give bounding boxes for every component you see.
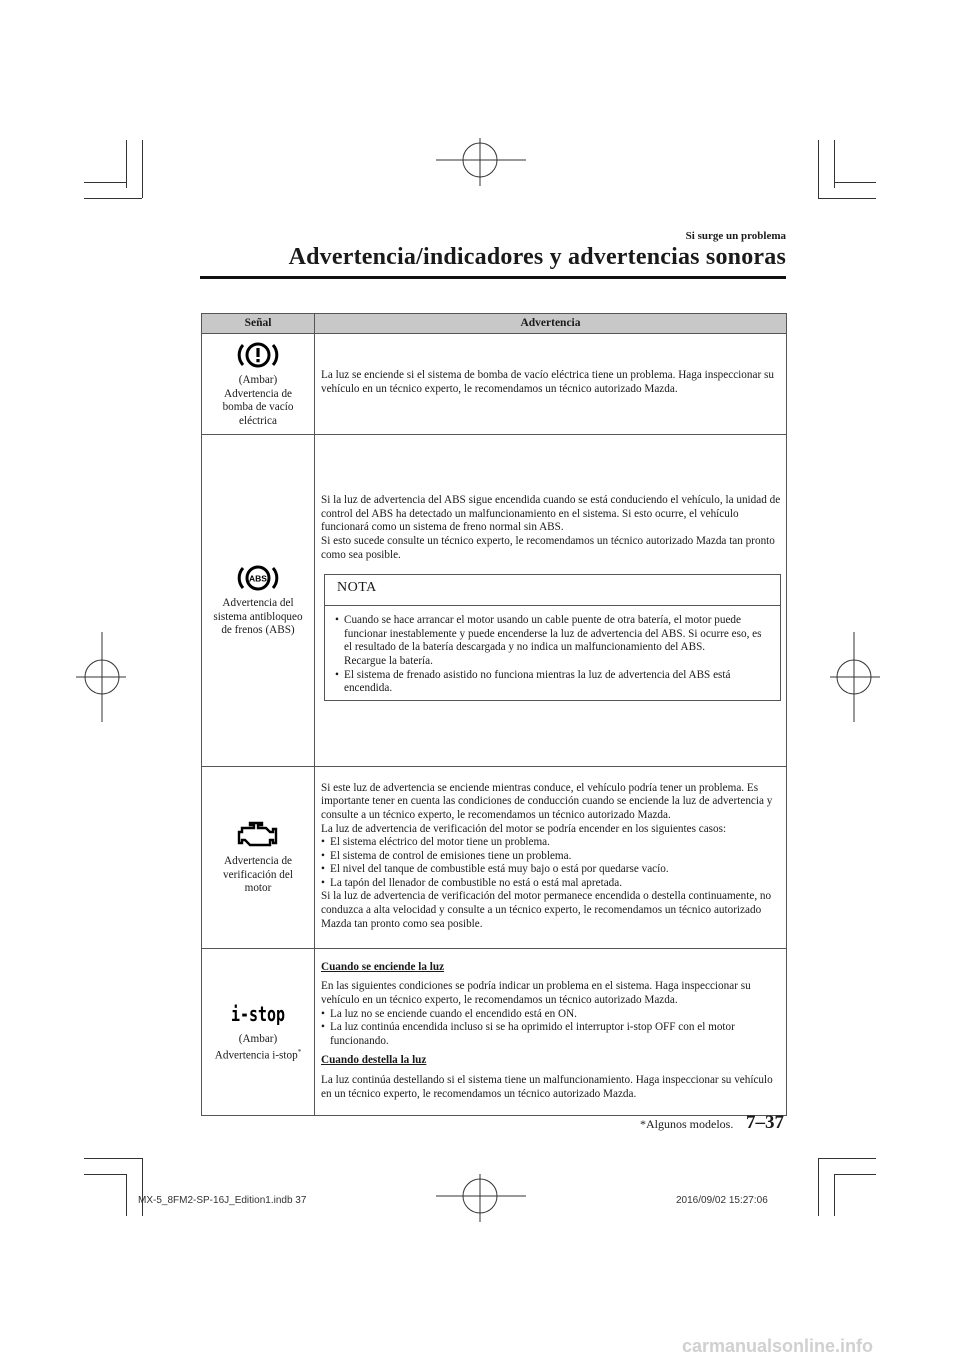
warning-text: La luz continúa destellando si el sistema tiene un malfuncionamiento. Haga inspeccionar su vehículo en un técnico experto, le recomendamos un técnico autorizado Mazda. (321, 1073, 773, 1100)
warning-text: La luz de advertencia de verificación del motor se podría encender en los siguientes casos: (321, 822, 727, 835)
warning-list (321, 1008, 781, 1049)
registration-mark-bottom (436, 1172, 526, 1222)
list-item: • La luz continúa encendida incluso si se ha oprimido el interruptor i-stop OFF con el motor funcionando. (321, 1021, 781, 1048)
signal-cell (202, 767, 315, 949)
warning-cell (315, 767, 787, 949)
signal-label: motor (244, 882, 272, 895)
registration-mark-right (830, 632, 880, 722)
warning-table (201, 313, 787, 1116)
signal-label: de frenos (ABS) (221, 624, 295, 637)
signal-label: (Ambar) (238, 374, 278, 386)
list-item: • La luz no se enciende cuando el encendido está en ON. (321, 1008, 781, 1022)
warning-text: La luz se enciende si el sistema de bomba de vacío eléctrica tiene un problema. Haga inspeccionar su vehículo en un técnico experto, le recomendamos un técnico autorizado Mazda. (321, 369, 774, 395)
nota-title: NOTA (325, 575, 780, 606)
nota-body (325, 606, 780, 700)
watermark: carmanualsonline.info (682, 1336, 874, 1356)
signal-label (204, 1046, 312, 1063)
list-item (335, 669, 772, 696)
column-header-signal: Señal (202, 314, 315, 334)
models-asterisk: * (297, 1048, 302, 1057)
table-row (202, 435, 787, 767)
footnote: *Algunos modelos. (640, 1117, 734, 1131)
warning-cell (315, 435, 787, 767)
print-timestamp: 2016/09/02 15:27:06 (676, 1195, 768, 1206)
warning-cell (315, 334, 787, 435)
nota-sub-text: Recargue la batería. (344, 654, 433, 667)
signal-label: Advertencia de (223, 387, 293, 400)
signal-label: Advertencia del (222, 597, 294, 610)
i-stop-icon-text: i-stop (231, 1001, 285, 1026)
signal-label: verificación del (223, 868, 293, 881)
signal-label-text: Advertencia i-stop (214, 1049, 298, 1062)
nota-bullet-text: Cuando se hace arrancar el motor usando un cable puente de otra batería, el motor puede funcionar inestablemente y puede encenderse la luz de advertencia del ABS. Si ocurre eso, es el resultado de la batería descargada y no indica un malfuncionamiento del ABS. (344, 614, 762, 654)
column-header-warning: Advertencia (315, 314, 787, 334)
warning-text: Si la luz de advertencia del ABS sigue encendida cuando se está conduciendo el vehículo, la unidad de control del ABS ha detectado un malfuncionamiento en el sistema. Si esto ocurre, el vehículo funcionará como un sistema de freno normal sin ABS. (321, 494, 781, 534)
registration-mark-left (76, 632, 126, 722)
signal-label: bomba de vacío (222, 401, 294, 413)
i-stop-icon (228, 1001, 288, 1029)
registration-mark-top (436, 138, 526, 188)
table-row (202, 334, 787, 435)
signal-cell (202, 334, 315, 435)
check-engine-icon (236, 819, 280, 851)
signal-label: eléctrica (239, 414, 277, 427)
page-title: Advertencia/indicadores y advertencias sonoras (288, 244, 786, 270)
file-name: MX-5_8FM2-SP-16J_Edition1.indb 37 (138, 1195, 307, 1206)
warning-text: En las siguientes condiciones se podría indicar un problema en el sistema. Haga inspeccionar su vehículo en un técnico experto, le recomendamos un técnico autorizado Mazda. (321, 980, 751, 1007)
nota-box (324, 574, 781, 701)
signal-label: sistema antibloqueo (213, 610, 303, 623)
subheading: Cuando destella la luz (321, 1054, 427, 1067)
warning-text: Si este luz de advertencia se enciende mientras conduce, el vehículo podría tener un problema. Es importante tener en cuenta las condiciones de conducción cuando se enciende la luz de advertencia y consulte a un técnico experto, le recomendamos un técnico autorizado Mazda. (321, 781, 773, 821)
exclamation-circle-icon (236, 340, 280, 370)
table-row (202, 949, 787, 1116)
subheading: Cuando se enciende la luz (321, 960, 445, 973)
warning-list (321, 836, 781, 890)
signal-label: (Ambar) (238, 1032, 278, 1045)
page-number: 7–37 (746, 1112, 784, 1133)
list-item: • El nivel del tanque de combustible está muy bajo o está por quedarse vacío. (321, 863, 781, 877)
nota-bullet-text: El sistema de frenado asistido no funciona mientras la luz de advertencia del ABS está encendida. (344, 668, 731, 695)
warning-text: Si la luz de advertencia de verificación del motor permanece encendida o destella continuamente, no conduzca a alta velocidad y consulte a un técnico experto, le recomendamos un técnico autorizado Mazda tan pronto como sea posible. (321, 890, 772, 930)
svg-text:ABS: ABS (249, 573, 267, 584)
signal-cell (202, 435, 315, 767)
warning-cell (315, 949, 787, 1116)
section-label: Si surge un problema (685, 230, 786, 242)
table-row (202, 767, 787, 949)
list-item: • El sistema de control de emisiones tiene un problema. (321, 850, 781, 864)
signal-label: Advertencia de (223, 855, 293, 868)
header-rule (200, 276, 786, 279)
abs-icon (236, 563, 280, 593)
list-item: • La tapón del llenador de combustible no está o está mal apretada. (321, 877, 781, 891)
list-item: • El sistema eléctrico del motor tiene un problema. (321, 836, 781, 850)
signal-cell (202, 949, 315, 1116)
table-header-row (202, 314, 787, 334)
warning-text: Si esto sucede consulte un técnico experto, le recomendamos un técnico autorizado Mazda tan pronto como sea posible. (321, 535, 775, 561)
list-item (335, 614, 772, 668)
